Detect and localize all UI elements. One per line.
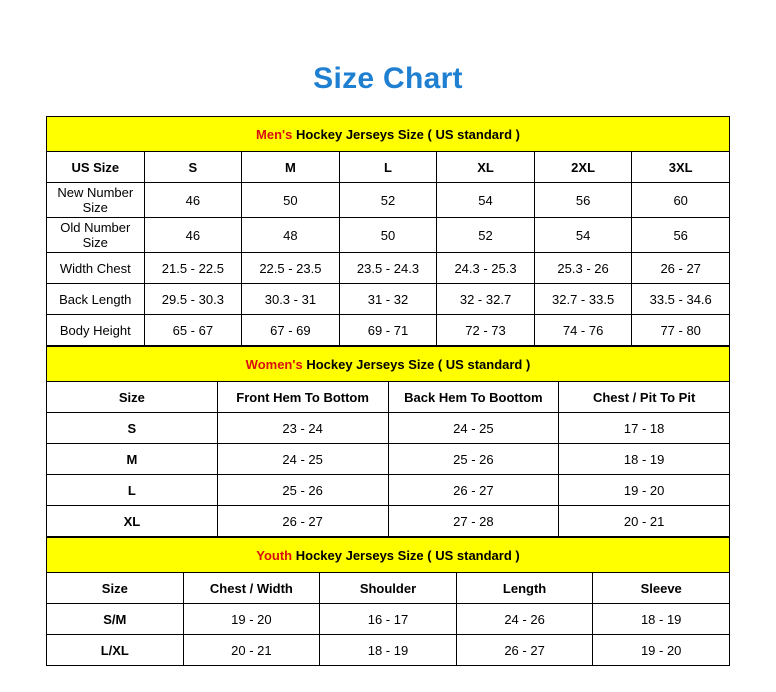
mens-header-cell: XL [437,152,535,183]
mens-header-cell: S [144,152,242,183]
table-cell: 29.5 - 30.3 [144,284,242,315]
table-cell: 60 [632,183,730,218]
table-cell: 24 - 25 [217,444,388,475]
mens-banner [47,117,730,152]
table-cell: 18 - 19 [559,444,730,475]
table-cell: 20 - 21 [559,506,730,537]
table-cell: 72 - 73 [437,315,535,346]
table-row [47,413,730,444]
row-label: Back Length [47,284,145,315]
table-cell: 52 [339,183,437,218]
table-cell: 24 - 26 [456,604,593,635]
womens-header-cell: Size [47,382,218,413]
row-label: L [47,475,218,506]
mens-banner-accent: Men's [256,126,293,142]
womens-banner-row [47,347,730,382]
table-cell: 46 [144,183,242,218]
size-chart-container [46,116,730,666]
row-label: S/M [47,604,184,635]
womens-banner-rest: Hockey Jerseys Size ( US standard ) [302,356,531,372]
table-cell: 20 - 21 [183,635,320,666]
table-cell: 56 [632,218,730,253]
mens-header-cell: L [339,152,437,183]
table-cell: 46 [144,218,242,253]
youth-banner-accent: Youth [256,547,293,563]
womens-header-row [47,382,730,413]
table-cell: 32.7 - 33.5 [534,284,632,315]
mens-banner-row [47,117,730,152]
table-cell: 26 - 27 [388,475,559,506]
womens-banner [47,347,730,382]
womens-header-cell: Chest / Pit To Pit [559,382,730,413]
row-label: L/XL [47,635,184,666]
row-label: S [47,413,218,444]
table-cell: 26 - 27 [632,253,730,284]
mens-header-cell: M [242,152,340,183]
table-row [47,315,730,346]
mens-header-cell: 2XL [534,152,632,183]
table-cell: 24 - 25 [388,413,559,444]
table-cell: 33.5 - 34.6 [632,284,730,315]
table-cell: 18 - 19 [320,635,457,666]
table-row [47,444,730,475]
table-row [47,635,730,666]
table-row [47,253,730,284]
table-cell: 54 [534,218,632,253]
youth-header-cell: Length [456,573,593,604]
page-title: Size Chart [313,62,463,95]
table-row [47,218,730,253]
row-label: Width Chest [47,253,145,284]
table-cell: 23 - 24 [217,413,388,444]
youth-header-cell: Shoulder [320,573,457,604]
table-cell: 65 - 67 [144,315,242,346]
table-cell: 56 [534,183,632,218]
table-cell: 69 - 71 [339,315,437,346]
youth-header-row [47,573,730,604]
row-label: Old Number Size [47,218,145,253]
table-cell: 25 - 26 [217,475,388,506]
table-cell: 32 - 32.7 [437,284,535,315]
table-cell: 18 - 19 [593,604,730,635]
table-row [47,475,730,506]
row-label: Body Height [47,315,145,346]
womens-header-cell: Back Hem To Boottom [388,382,559,413]
table-cell: 21.5 - 22.5 [144,253,242,284]
row-label: M [47,444,218,475]
youth-header-cell: Chest / Width [183,573,320,604]
table-row [47,284,730,315]
table-cell: 16 - 17 [320,604,457,635]
table-cell: 30.3 - 31 [242,284,340,315]
youth-size-table [46,537,730,666]
womens-size-table [46,346,730,537]
youth-header-cell: Size [47,573,184,604]
table-cell: 67 - 69 [242,315,340,346]
youth-banner-rest: Hockey Jerseys Size ( US standard ) [292,547,520,563]
table-cell: 50 [242,183,340,218]
table-cell: 19 - 20 [593,635,730,666]
mens-size-table [46,116,730,346]
womens-banner-accent: Women's [245,356,303,372]
womens-header-cell: Front Hem To Bottom [217,382,388,413]
table-cell: 48 [242,218,340,253]
table-row [47,604,730,635]
table-cell: 50 [339,218,437,253]
mens-header-cell: US Size [47,152,145,183]
row-label: XL [47,506,218,537]
mens-header-row [47,152,730,183]
table-cell: 19 - 20 [183,604,320,635]
mens-header-cell: 3XL [632,152,730,183]
table-row [47,506,730,537]
table-cell: 26 - 27 [456,635,593,666]
youth-header-cell: Sleeve [593,573,730,604]
table-cell: 25 - 26 [388,444,559,475]
youth-banner [47,538,730,573]
table-cell: 24.3 - 25.3 [437,253,535,284]
table-cell: 52 [437,218,535,253]
table-cell: 74 - 76 [534,315,632,346]
table-cell: 17 - 18 [559,413,730,444]
table-cell: 19 - 20 [559,475,730,506]
table-row [47,183,730,218]
table-cell: 25.3 - 26 [534,253,632,284]
youth-banner-row [47,538,730,573]
table-cell: 23.5 - 24.3 [339,253,437,284]
table-cell: 77 - 80 [632,315,730,346]
table-cell: 26 - 27 [217,506,388,537]
row-label: New Number Size [47,183,145,218]
table-cell: 31 - 32 [339,284,437,315]
table-cell: 22.5 - 23.5 [242,253,340,284]
table-cell: 27 - 28 [388,506,559,537]
table-cell: 54 [437,183,535,218]
mens-banner-rest: Hockey Jerseys Size ( US standard ) [292,126,520,142]
